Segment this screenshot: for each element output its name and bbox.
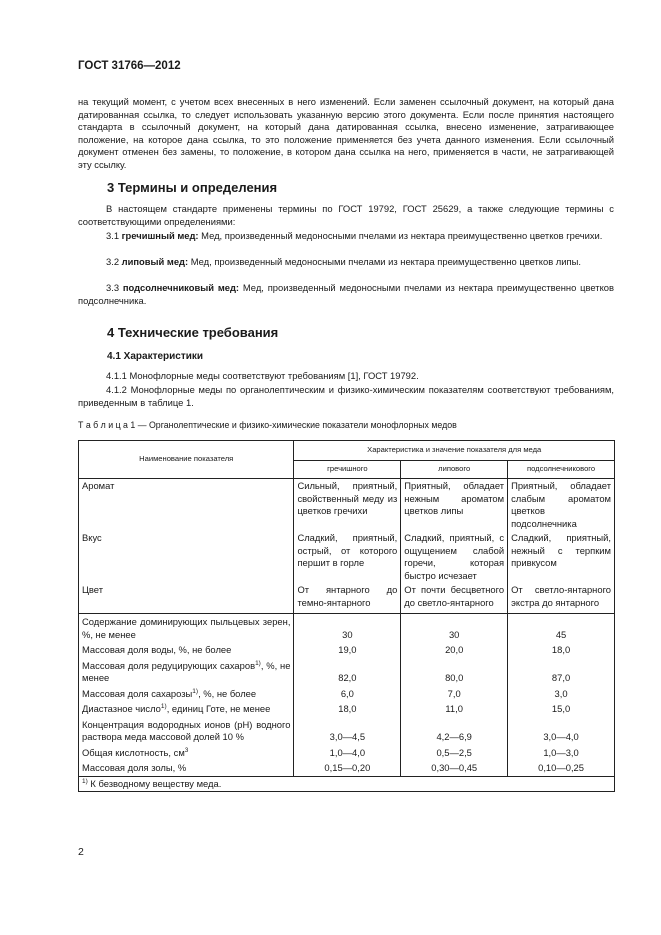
indicator-name: Массовая доля воды, %, не более (79, 642, 294, 658)
section-3-intro: В настоящем стандарте применены термины по ГОСТ 19792, ГОСТ 25629, а также следующие термины с соответствующими определениями: (78, 203, 614, 227)
indicator-value: 0,15—0,20 (294, 760, 401, 776)
indicator-value: 19,0 (294, 642, 401, 658)
header-indicator-name: Наименование показателя (79, 441, 294, 479)
indicator-value: От почти бесцветного до светло-янтарного (401, 583, 508, 614)
table-row (79, 614, 615, 643)
indicator-value: 3,0 (508, 686, 615, 702)
indicator-value: Сладкий, приятный, с ощущением слабой горечи, которая быстро исчезает (401, 531, 508, 583)
table-row (79, 583, 615, 614)
honey-indicators-table (78, 440, 615, 792)
table-row (79, 717, 615, 745)
indicator-value: 4,2—6,9 (401, 717, 508, 745)
table-row (79, 686, 615, 702)
indicator-name: Общая кислотность, $см^3$ (79, 745, 294, 761)
indicator-name: Диастазное число$^{1)}$, единиц Готе, не менее (79, 701, 294, 717)
indicator-value: 3,0—4,5 (294, 717, 401, 745)
table-row (79, 479, 615, 532)
indicator-value: 18,0 (294, 701, 401, 717)
indicator-value: 82,0 (294, 658, 401, 686)
section-4-title: 4 Технические требования (107, 325, 279, 340)
indicator-value: 1,0—3,0 (508, 745, 615, 761)
table-footnote: $^{1)}$ К безводному веществу меда. (79, 776, 615, 792)
header-col-buckwheat: гречишного (294, 461, 401, 479)
table-row (79, 745, 615, 761)
indicator-name: Массовая доля редуцирующих сахаров$^{1)}$, %, не менее (79, 658, 294, 686)
indicator-value: 7,0 (401, 686, 508, 702)
indicator-value: Сладкий, приятный, нежный с терпким привкусом (508, 531, 615, 583)
table-row (79, 701, 615, 717)
indicator-name: Вкус (79, 531, 294, 583)
term-3-3: 3.3 подсолнечниковый мед: Мед, произведенный медоносными пчелами из нектара преимущественно цветков подсолнечника. (78, 282, 614, 306)
indicator-value: 30 (401, 614, 508, 643)
indicator-name: Массовая доля золы, % (79, 760, 294, 776)
indicator-value: 11,0 (401, 701, 508, 717)
indicator-value: 20,0 (401, 642, 508, 658)
indicator-value: Сладкий, приятный, острый, от которого першит в горле (294, 531, 401, 583)
indicator-value: 80,0 (401, 658, 508, 686)
header-col-linden: липового (401, 461, 508, 479)
indicator-name: Концентрация водородных ионов (pH) водного раствора меда массовой долей 10 % (79, 717, 294, 745)
page-number: 2 (78, 846, 84, 858)
term-3-1: 3.1 гречишный мед: Мед, произведенный медоносными пчелами из нектара преимущественно цветков гречихи. (106, 230, 603, 241)
indicator-name: Аромат (79, 479, 294, 532)
section-3-title: 3 Термины и определения (107, 180, 278, 195)
indicator-value: От янтарного до темно-янтарного (294, 583, 401, 614)
header-col-sunflower: подсолнечникового (508, 461, 615, 479)
indicator-value: Сильный, приятный, свойственный меду из цветков гречихи (294, 479, 401, 532)
table-row (79, 658, 615, 686)
indicator-value: 0,30—0,45 (401, 760, 508, 776)
table-row (79, 760, 615, 776)
indicator-value: 3,0—4,0 (508, 717, 615, 745)
indicator-value: 0,10—0,25 (508, 760, 615, 776)
section-4-1-title: 4.1 Характеристики (107, 351, 204, 362)
indicator-value: 0,5—2,5 (401, 745, 508, 761)
indicator-name: Содержание доминирующих пыльцевых зерен, %, не менее (79, 614, 294, 643)
indicator-name: Цвет (79, 583, 294, 614)
document-header: ГОСТ 31766—2012 (78, 60, 181, 72)
header-group: Характеристика и значение показателя для меда (294, 441, 615, 461)
para-4-1-1: 4.1.1 Монофлорные меды соответствуют требованиям [1], ГОСТ 19792. (106, 370, 419, 381)
indicator-value: 1,0—4,0 (294, 745, 401, 761)
indicator-value: 87,0 (508, 658, 615, 686)
indicator-value: 18,0 (508, 642, 615, 658)
term-3-2: 3.2 липовый мед: Мед, произведенный медоносными пчелами из нектара преимущественно цветков липы. (106, 256, 581, 267)
indicator-value: 45 (508, 614, 615, 643)
para-4-1-2: 4.1.2 Монофлорные меды по органолептическим и физико-химическим показателям соответствуют требованиям, приведенным в таблице 1. (78, 384, 614, 408)
table-row (79, 531, 615, 583)
table-row (79, 642, 615, 658)
indicator-value: От светло-янтарного экстра до янтарного (508, 583, 615, 614)
intro-paragraph: на текущий момент, с учетом всех внесенных в него изменений. Если заменен ссылочный документ, на который дана датированная ссылка, то следует использовать указанную версию этого документа. Если после принятия настоящего стандарта в ссылочный документ, на который дана датированная ссылка, внесено изменение, затрагивающее положение, на которое дана ссылка, то это положение применяется без учета данного изменения. Если ссылочный документ отменен без замены, то положение, в котором дана ссылка на него, применяется в части, не затрагивающей эту ссылку. (78, 96, 614, 170)
table-caption: Т а б л и ц а 1 — Органолептические и физико-химические показатели монофлорных медов (78, 420, 457, 430)
indicator-value: Приятный, обладает нежным ароматом цветков липы (401, 479, 508, 532)
indicator-name: Массовая доля сахарозы$^{1)}$, %, не более (79, 686, 294, 702)
indicator-value: 30 (294, 614, 401, 643)
indicator-value: Приятный, обладает слабым ароматом цветков подсолнечника (508, 479, 615, 532)
indicator-value: 6,0 (294, 686, 401, 702)
indicator-value: 15,0 (508, 701, 615, 717)
